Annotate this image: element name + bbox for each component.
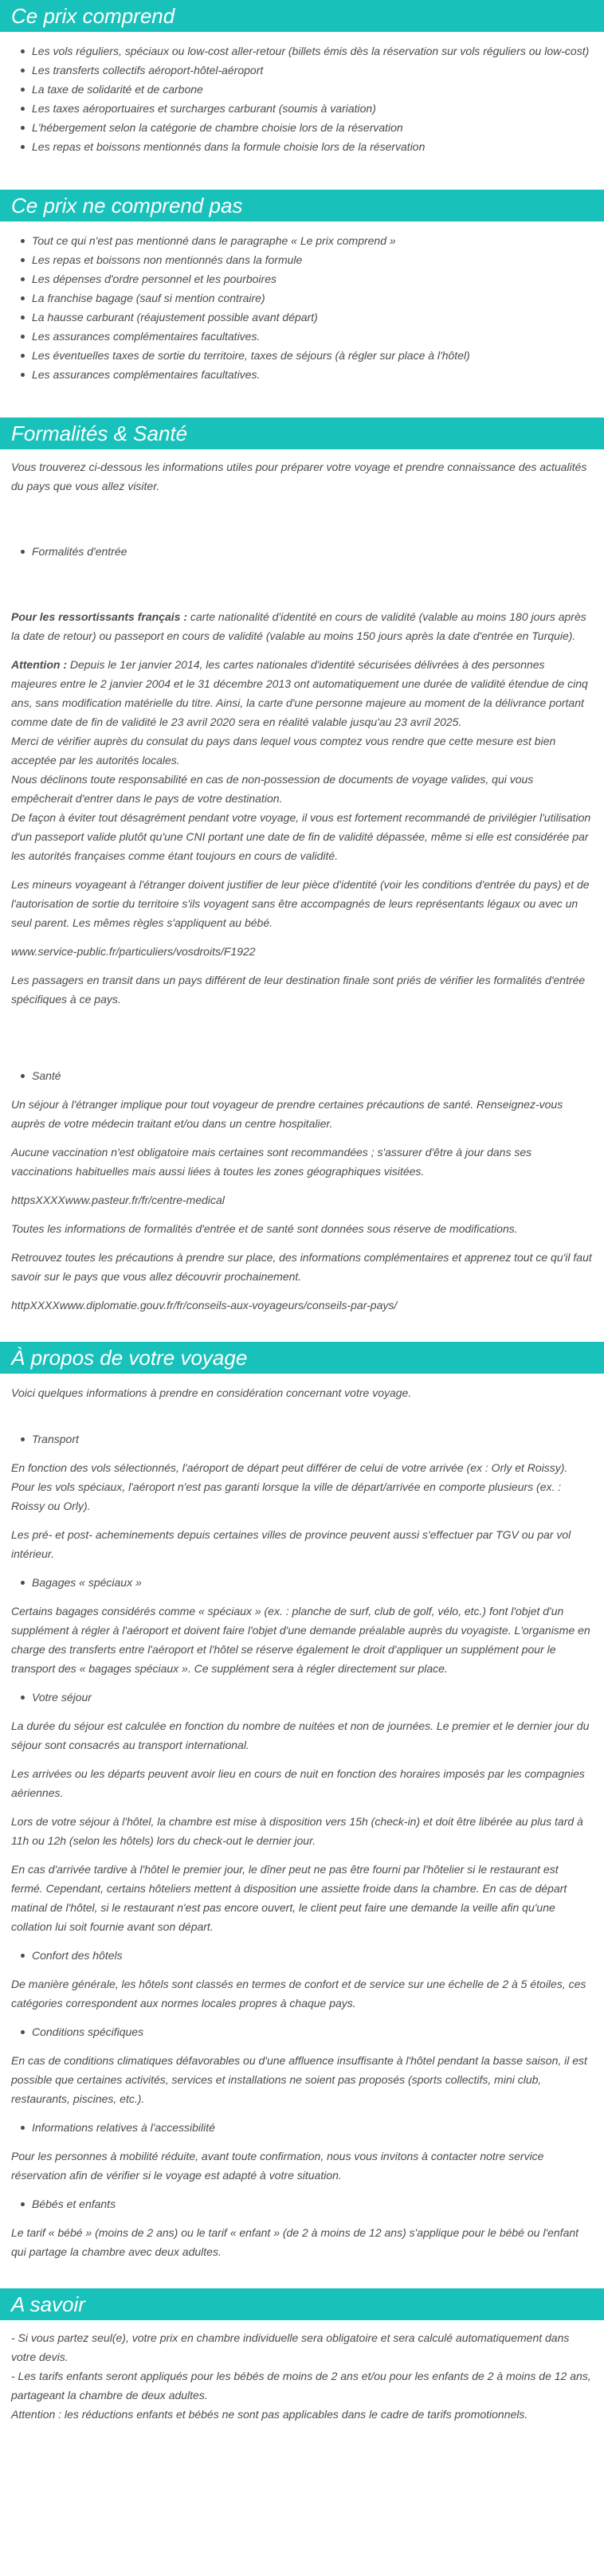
section-title: À propos de votre voyage (11, 1346, 248, 1370)
retrouvez-paragraph: Retrouvez toutes les précautions à prendre sur place, des informations complémentaires et apprenez tout ce qu'il faut savoir sur le pays que vous allez découvrir prochainement. (11, 1251, 592, 1283)
subheading-formalites-entree: Formalités d'entrée (0, 542, 604, 561)
diplomatie-link[interactable]: httpXXXXwww.diplomatie.gouv.fr/fr/conseils-aux-voyageurs/conseils-par-pays/ (11, 1299, 398, 1312)
list-item: Les assurances complémentaires facultatives. (32, 365, 604, 384)
section-header-prix-ne-comprend (0, 190, 604, 222)
list-item: Les assurances complémentaires facultatives. (32, 327, 604, 346)
sejour-paragraph-2: Les arrivées ou les départs peuvent avoir lieu en cours de nuit en fonction des horaires imposés par les compagnies aériennes. (11, 1767, 585, 1799)
list-item: La franchise bagage (sauf si mention contraire) (32, 288, 604, 308)
formalites-intro: Vous trouverez ci-dessous les informations utiles pour préparer votre voyage et prendre connaissance des actualités du pays que vous allez visiter. (11, 461, 587, 492)
asavoir-line-1: - Si vous partez seul(e), votre prix en chambre individuelle sera obligatoire et sera calculé automatiquement dans votre devis. (11, 2331, 570, 2363)
prix-comprend-list (0, 41, 604, 156)
subheading-transport: Transport (0, 1429, 604, 1449)
section-title: Ce prix comprend (11, 4, 175, 28)
sejour-paragraph-1: La durée du séjour est calculée en fonction du nombre de nuitées et non de journées. Le premier et le dernier jour du séjour sont consacrés au transport international. (11, 1719, 590, 1751)
attention-passeport: De façon à éviter tout désagrément pendant votre voyage, il vous est fortement recommandé de privilégier l'utilisation d'un passeport valide plutôt qu'une CNI portant une date de fin de validité dépassée, même si elle est considérée par les autorités françaises comme étant toujours en cours de validité. (11, 811, 591, 862)
section-title: Formalités & Santé (11, 421, 188, 445)
list-item: L'hébergement selon la catégorie de chambre choisie lors de la réservation (32, 118, 604, 137)
attention-consulat: Merci de vérifier auprès du consulat du pays dans lequel vous comptez vous rendre que cette mesure est bien acceptée par les autorités locales. (11, 735, 556, 767)
transit-paragraph: Les passagers en transit dans un pays différent de leur destination finale sont priés de vérifier les formalités d'entrée spécifiques à ce pays. (11, 974, 586, 1006)
list-item: Les transferts collectifs aéroport-hôtel-aéroport (32, 61, 604, 80)
asavoir-line-2: - Les tarifs enfants seront appliqués pour les bébés de moins de 2 ans et/ou pour les enfants de 2 à moins de 12 ans, partageant la chambre de deux adultes. (11, 2370, 591, 2402)
subheading-confort: Confort des hôtels (0, 1946, 604, 1965)
prix-ne-comprend-list (0, 231, 604, 384)
bebes-paragraph: Le tarif « bébé » (moins de 2 ans) ou le tarif « enfant » (de 2 à moins de 12 ans) s'applique pour le bébé ou l'enfant qui partage la chambre avec deux adultes. (11, 2226, 579, 2258)
attention-text: Depuis le 1er janvier 2014, les cartes nationales d'identité sécurisées délivrées à des personnes majeures entre le 2 janvier 2004 et le 31 décembre 2013 ont automatiquement une durée de validité étendue de cinq ans, sans modification matérielle du titre. Ainsi, la carte d'une personne majeure au moment de la délivrance portant comme date de fin de validité le 23 avril 2020 sera en réalité valable jusqu'au 23 avril 2025. (11, 658, 588, 728)
sante-paragraph-2: Aucune vaccination n'est obligatoire mais certaines sont recommandées ; s'assurer d'être à jour dans ses vaccinations habituelles mais aussi liées à toutes les zones géographiques visitées. (11, 1146, 532, 1178)
list-item: Les repas et boissons mentionnés dans la formule choisie lors de la réservation (32, 137, 604, 156)
ressortissants-text: carte nationalité d'identité en cours de validité (valable au moins 180 jours après la date de retour) ou passeport en cours de validité (valable au moins 150 jours après la date d'entrée en Turquie). (11, 610, 586, 642)
list-item: Les taxes aéroportuaires et surcharges carburant (soumis à variation) (32, 99, 604, 118)
list-item: Tout ce qui n'est pas mentionné dans le paragraphe « Le prix comprend » (32, 231, 604, 250)
transport-paragraph-2: Les pré- et post- acheminements depuis certaines villes de province peuvent aussi s'effectuer par TGV ou par vol intérieur. (11, 1528, 571, 1560)
list-item: La taxe de solidarité et de carbone (32, 80, 604, 99)
ressortissants-paragraph (0, 607, 604, 645)
section-header-apropos (0, 1342, 604, 1374)
sejour-paragraph-4: En cas d'arrivée tardive à l'hôtel le premier jour, le dîner peut ne pas être fourni par l'hôtelier si le restaurant est fermé. Cependant, certains hôteliers mettent à disposition une assiette froide dans la chambre. En cas de départ matinal de l'hôtel, si le restaurant n'est pas encore ouvert, le client peut faire une demande la veille afin qu'une collation lui soit fournie avant son départ. (11, 1863, 567, 1933)
transport-paragraph-1: En fonction des vols sélectionnés, l'aéroport de départ peut différer de celui de votre arrivée (ex : Orly et Roissy). Pour les vols spéciaux, l'aéroport n'est pas garanti lorsque la ville de départ/arrivée en comporte plusieurs (ex. : Roissy ou Orly). (11, 1461, 568, 1512)
subheading-sante: Santé (0, 1066, 604, 1085)
sante-paragraph-1: Un séjour à l'étranger implique pour tout voyageur de prendre certaines précautions de santé. Renseignez-vous auprès de votre médecin traitant et/ou dans un centre hospitalier. (11, 1098, 563, 1130)
section-header-formalites (0, 418, 604, 449)
section-header-prix-comprend (0, 0, 604, 32)
list-item: Les dépenses d'ordre personnel et les pourboires (32, 269, 604, 288)
list-item: La hausse carburant (réajustement possible avant départ) (32, 308, 604, 327)
list-item: Les vols réguliers, spéciaux ou low-cost aller-retour (billets émis dès la réservation sur vols réguliers ou low-cost) (32, 41, 604, 61)
subheading-bagages: Bagages « spéciaux » (0, 1573, 604, 1592)
conditions-paragraph: En cas de conditions climatiques défavorables ou d'une affluence insuffisante à l'hôtel pendant la basse saison, il est possible que certaines activités, services et installations ne soient pas proposés (sports collectifs, mini club, restaurants, piscines, etc.). (11, 2054, 587, 2105)
list-item: Les repas et boissons non mentionnés dans la formule (32, 250, 604, 269)
asavoir-paragraph (0, 2328, 604, 2424)
attention-label: Attention : (11, 658, 67, 671)
confort-paragraph: De manière générale, les hôtels sont classés en termes de confort et de service sur une échelle de 2 à 5 étoiles, ces catégories correspondent aux normes locales propres à chaque pays. (11, 1978, 586, 2009)
bagages-paragraph: Certains bagages considérés comme « spéciaux » (ex. : planche de surf, club de golf, vélo, etc.) font l'objet d'un supplément à régler à l'aéroport et doivent faire l'objet d'une demande préalable auprès du voyagiste. L'organisme en charge des transferts entre l'aéroport et l'hôtel se réserve également le droit d'appliquer un supplément pour le transport des « bagages spéciaux ». Ce supplément sera à régler directement sur place. (11, 1605, 590, 1675)
attention-responsabilite: Nous déclinons toute responsabilité en cas de non-possession de documents de voyage valides, qui vous empêcherait d'entrer dans le pays de votre destination. (11, 773, 534, 805)
sejour-paragraph-3: Lors de votre séjour à l'hôtel, la chambre est mise à disposition vers 15h (check-in) et doit être libérée au plus tard à 11h ou 12h (selon les hôtels) lors du check-out le dernier jour. (11, 1815, 583, 1847)
attention-paragraph (0, 655, 604, 865)
service-public-link[interactable]: www.service-public.fr/particuliers/vosdroits/F1922 (11, 945, 256, 958)
mineurs-paragraph: Les mineurs voyageant à l'étranger doivent justifier de leur pièce d'identité (voir les conditions d'entrée du pays) et de l'autorisation de sortie du territoire s'ils voyagent sans être accompagnés de leurs représentants légaux ou avec un seul parent. Les mêmes règles s'appliquent au bébé. (11, 878, 590, 929)
ressortissants-label: Pour les ressortissants français : (11, 610, 187, 623)
subheading-bebes: Bébés et enfants (0, 2194, 604, 2213)
pasteur-link[interactable]: httpsXXXXwww.pasteur.fr/fr/centre-medical (11, 1194, 225, 1206)
accessibilite-paragraph: Pour les personnes à mobilité réduite, avant toute confirmation, nous vous invitons à contacter notre service réservation afin de vérifier si le voyage est adapté à votre situation. (11, 2150, 544, 2182)
apropos-intro: Voici quelques informations à prendre en considération concernant votre voyage. (11, 1386, 412, 1399)
subheading-sejour: Votre séjour (0, 1688, 604, 1707)
subheading-conditions: Conditions spécifiques (0, 2022, 604, 2041)
reserve-paragraph: Toutes les informations de formalités d'entrée et de santé sont données sous réserve de modifications. (11, 1222, 518, 1235)
asavoir-line-3: Attention : les réductions enfants et bébés ne sont pas applicables dans le cadre de tarifs promotionnels. (11, 2408, 528, 2421)
section-title: Ce prix ne comprend pas (11, 194, 243, 218)
subheading-accessibilite: Informations relatives à l'accessibilité (0, 2118, 604, 2137)
list-item: Les éventuelles taxes de sortie du territoire, taxes de séjours (à régler sur place à l'hôtel) (32, 346, 604, 365)
section-header-asavoir (0, 2288, 604, 2320)
section-title: A savoir (11, 2292, 85, 2316)
